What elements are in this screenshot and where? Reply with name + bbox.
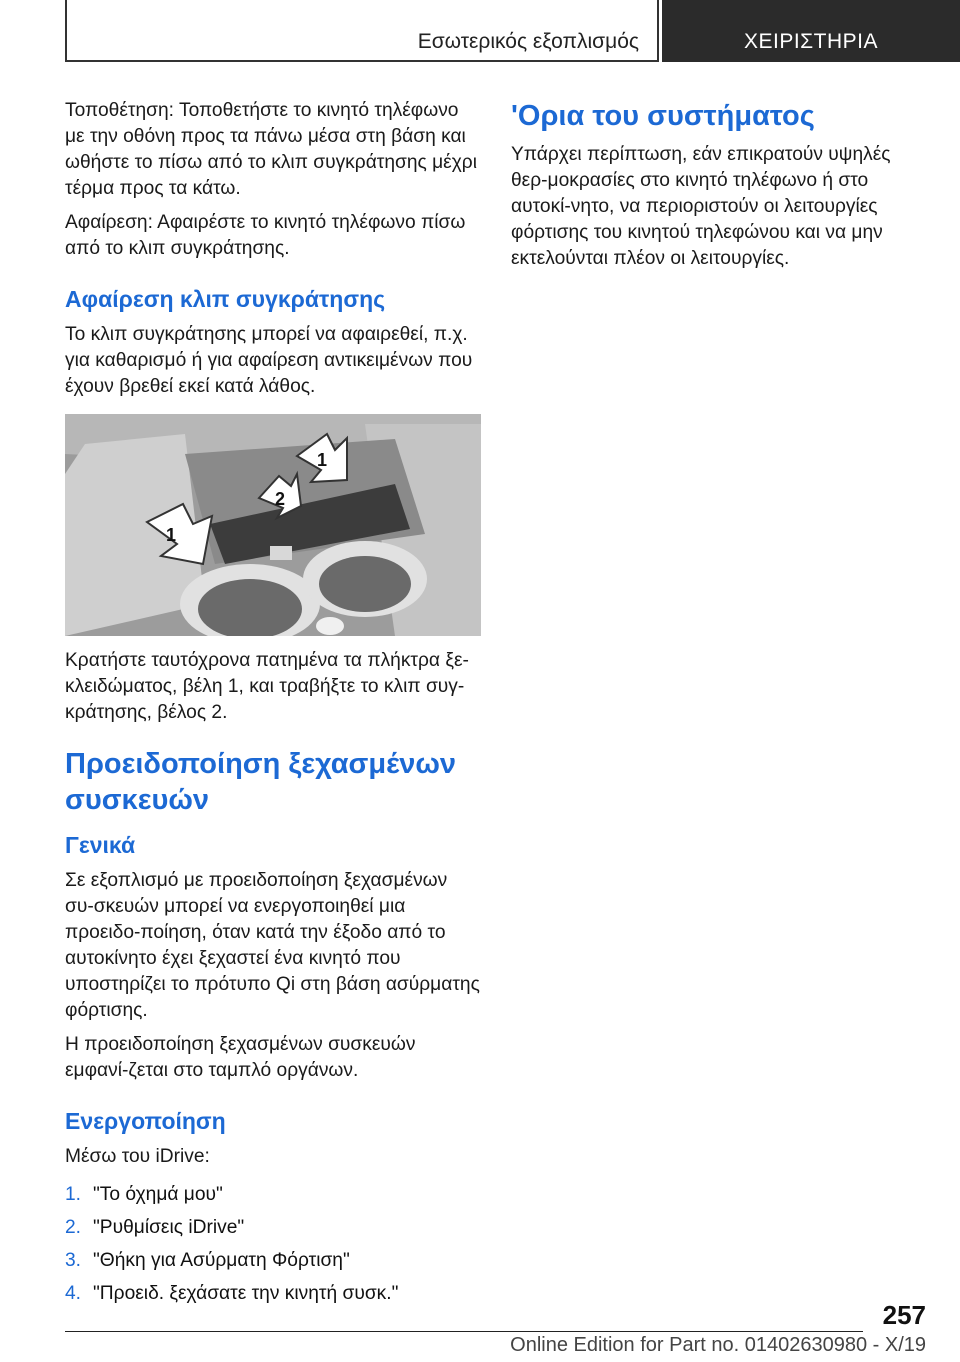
list-item xyxy=(65,1281,481,1307)
svg-text:1: 1 xyxy=(317,450,328,470)
general-paragraph: Σε εξοπλισμό με προειδοποίηση ξεχασμένων συ-σκευών μπορεί να ενεργοποιηθεί μια προειδο-ποίηση, όταν κατά την έξοδο από το αυτοκίνητο έχει ξεχαστεί ένα κινητό που υποστηρίζει το πρότυπο Qi στη βάση ασύρματης φόρτισης. xyxy=(65,870,480,1021)
page-header xyxy=(65,0,960,62)
chapter-title: ΧΕΙΡΙΣΤΗΡΙΑ xyxy=(743,30,878,53)
system-limits-paragraph: Υπάρχει περίπτωση, εάν επικρατούν υψηλές θερ-μοκρασίες στο κινητό τηλέφωνο ή στο αυτοκί-νητο, να περιοριστούν οι λειτουργίες φόρτισης του κινητού τηλεφώνου και να μην εκτελούνται πλέον οι λειτουργίες. xyxy=(511,144,891,269)
step-number: 4. xyxy=(65,1283,82,1304)
left-column xyxy=(65,98,481,1314)
general-heading: Γενικά xyxy=(65,832,136,858)
list-item xyxy=(65,1248,481,1274)
list-item xyxy=(65,1215,481,1241)
step-number: 1. xyxy=(65,1184,82,1205)
forgotten-device-heading: Προειδοποίηση ξεχασμένων συσκευών xyxy=(65,748,456,816)
step-number: 3. xyxy=(65,1250,82,1271)
step-text: "Θήκη για Ασύρματη Φόρτιση" xyxy=(93,1250,350,1271)
step-text: "Ρυθμίσεις iDrive" xyxy=(93,1217,245,1238)
clip-removal-paragraph: Το κλιπ συγκράτησης μπορεί να αφαιρεθεί, π.χ. για καθαρισμό ή για αφαίρεση αντικειμένων που έχουν βρεθεί εκεί κατά λάθος. xyxy=(65,324,473,397)
placement-paragraph: Τοποθέτηση: Τοποθετήστε το κινητό τηλέφωνο με την οθόνη προς τα πάνω μέσα στη βάση και ωθήστε το πίσω από το κλιπ συγκράτησης μέχρι τέρμα προς τα κάτω. xyxy=(65,100,477,199)
step-text: "Προειδ. ξεχάσατε την κινητή συσκ." xyxy=(93,1283,399,1304)
chapter-tab xyxy=(662,0,960,62)
svg-text:2: 2 xyxy=(275,489,286,509)
activation-heading: Ενεργοποίηση xyxy=(65,1108,226,1134)
figure-caption: Κρατήστε ταυτόχρονα πατημένα τα πλήκτρα ξε-κλειδώματος, βέλη 1, και τραβήξτε το κλιπ συγ-κράτησης, βέλος 2. xyxy=(65,650,469,723)
edition-footer: Online Edition for Part no. 01402630980 - X/19 xyxy=(510,1334,926,1356)
list-item xyxy=(65,1182,481,1208)
activation-steps xyxy=(65,1182,481,1307)
step-number: 2. xyxy=(65,1217,82,1238)
footer-divider xyxy=(65,1331,863,1332)
page-number: 257 xyxy=(882,1300,926,1330)
svg-text:1: 1 xyxy=(166,525,177,545)
clip-removal-figure xyxy=(65,414,481,636)
removal-paragraph: Αφαίρεση: Αφαιρέστε το κινητό τηλέφωνο πίσω από το κλιπ συγκράτησης. xyxy=(65,212,466,259)
clip-removal-heading: Αφαίρεση κλιπ συγκράτησης xyxy=(65,286,386,312)
section-title: Εσωτερικός εξοπλισμός xyxy=(417,30,639,53)
display-paragraph: Η προειδοποίηση ξεχασμένων συσκευών εμφανί-ζεται στο ταμπλό οργάνων. xyxy=(65,1034,416,1081)
system-limits-heading: 'Ορια του συστήματος xyxy=(511,100,815,132)
section-tab xyxy=(65,0,659,62)
right-column xyxy=(511,98,927,280)
step-text: "Το όχημά μου" xyxy=(93,1184,223,1205)
activation-intro: Μέσω του iDrive: xyxy=(65,1146,210,1167)
